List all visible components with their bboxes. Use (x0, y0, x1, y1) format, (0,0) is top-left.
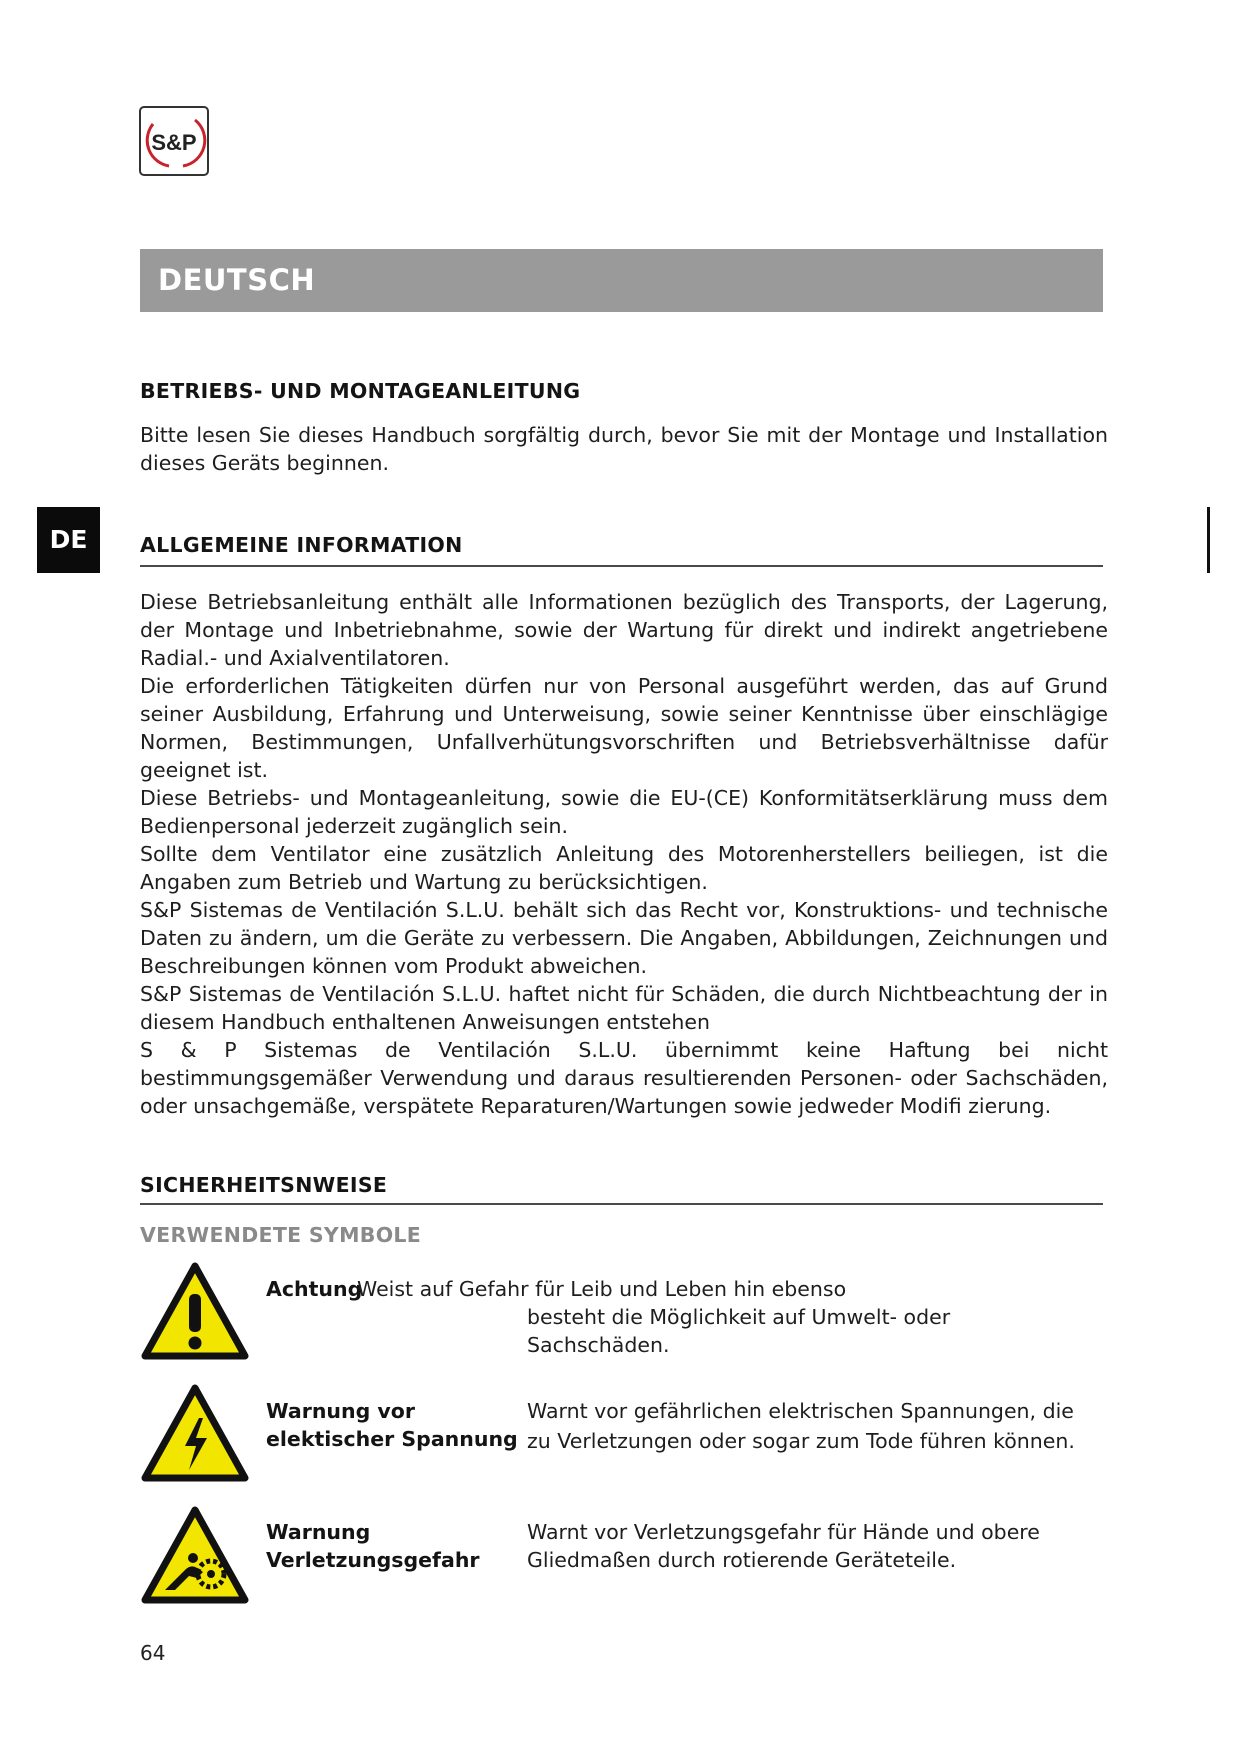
language-side-tab: DE (37, 507, 100, 573)
section-divider (140, 565, 1103, 567)
general-info-body (140, 588, 1108, 1120)
symbol-label: Achtung (266, 1277, 363, 1301)
symbol-label: elektischer Spannung (266, 1427, 518, 1451)
section-divider (140, 1203, 1103, 1205)
paragraph: S&P Sistemas de Ventilación S.L.U. haftet nicht für Schäden, die durch Nichtbeachtung der in diesem Handbuch enthaltenen Anweisungen entstehen (140, 982, 1108, 1034)
paragraph: Diese Betriebsanleitung enthält alle Informationen bezüglich des Transports, der Lagerung, der Montage und Inbetriebnahme, sowie der Wartung für direkt und indirekt angetriebene Radial.- und Axialventilatoren. (140, 590, 1108, 670)
symbol-label: Warnung vor (266, 1399, 415, 1423)
symbol-description: Weist auf Gefahr für Leib und Leben hin ebenso (357, 1277, 847, 1301)
symbol-description: Warnt vor gefährlichen elektrischen Spannungen, die (527, 1399, 1074, 1423)
symbol-description: Sachschäden. (527, 1333, 670, 1357)
paragraph: S & P Sistemas de Ventilación S.L.U. übernimmt keine Haftung bei nicht bestimmungsgemäßer Verwendung und daraus resultierenden Personen- oder Sachschäden, oder unsachgemäße, verspätete Reparaturen/Wartungen sowie jedweder Modifi zierung. (140, 1038, 1108, 1118)
symbol-description: zu Verletzungen oder sogar zum Tode führen können. (527, 1429, 1075, 1453)
brand-logo (139, 106, 209, 176)
hand-injury-hazard-icon (141, 1506, 249, 1606)
paragraph: S&P Sistemas de Ventilación S.L.U. behält sich das Recht vor, Konstruktions- und technische Daten zu ändern, um die Geräte zu verbessern. Die Angaben, Abbildungen, Zeichnungen und Beschreibungen können vom Produkt abweichen. (140, 898, 1108, 978)
exclamation-warning-icon (141, 1262, 249, 1362)
paragraph: Die erforderlichen Tätigkeiten dürfen nur von Personal ausgeführt werden, das auf Grund seiner Ausbildung, Erfahrung und Unterweisung, sowie seiner Kenntnisse über einschlägige Normen, Bestimmungen, Unfallverhütungsvorschriften und Betriebsverhältnisse dafür geeignet ist. (140, 674, 1108, 782)
electric-hazard-icon (141, 1384, 249, 1484)
symbol-description: besteht die Möglichkeit auf Umwelt- oder (527, 1305, 951, 1329)
symbol-description: Warnt vor Verletzungsgefahr für Hände und obere (527, 1520, 1040, 1544)
symbol-label: Warnung (266, 1520, 371, 1544)
paragraph: Diese Betriebs- und Montageanleitung, sowie die EU-(CE) Konformitätserklärung muss dem Bedienpersonal jederzeit zugänglich sein. (140, 786, 1108, 838)
margin-marker (1207, 507, 1210, 573)
language-header: DEUTSCH (140, 249, 1103, 312)
paragraph: Sollte dem Ventilator eine zusätzlich Anleitung des Motorenherstellers beiliegen, ist die Angaben zum Betrieb und Wartung zu berücksichtigen. (140, 842, 1108, 894)
symbols-subheading: VERWENDETE SYMBOLE (140, 1223, 422, 1247)
symbol-label: Verletzungsgefahr (266, 1548, 480, 1572)
manual-title: BETRIEBS- UND MONTAGEANLEITUNG (140, 379, 581, 403)
symbol-description: Gliedmaßen durch rotierende Geräteteile. (527, 1548, 957, 1572)
general-info-heading: ALLGEMEINE INFORMATION (140, 533, 463, 557)
svg-text:S&P: S&P (151, 130, 197, 155)
intro-text: Bitte lesen Sie dieses Handbuch sorgfältig durch, bevor Sie mit der Montage und Installation dieses Geräts beginnen. (140, 423, 1108, 475)
page-number: 64 (140, 1641, 166, 1665)
safety-heading: SICHERHEITSNWEISE (140, 1173, 388, 1197)
